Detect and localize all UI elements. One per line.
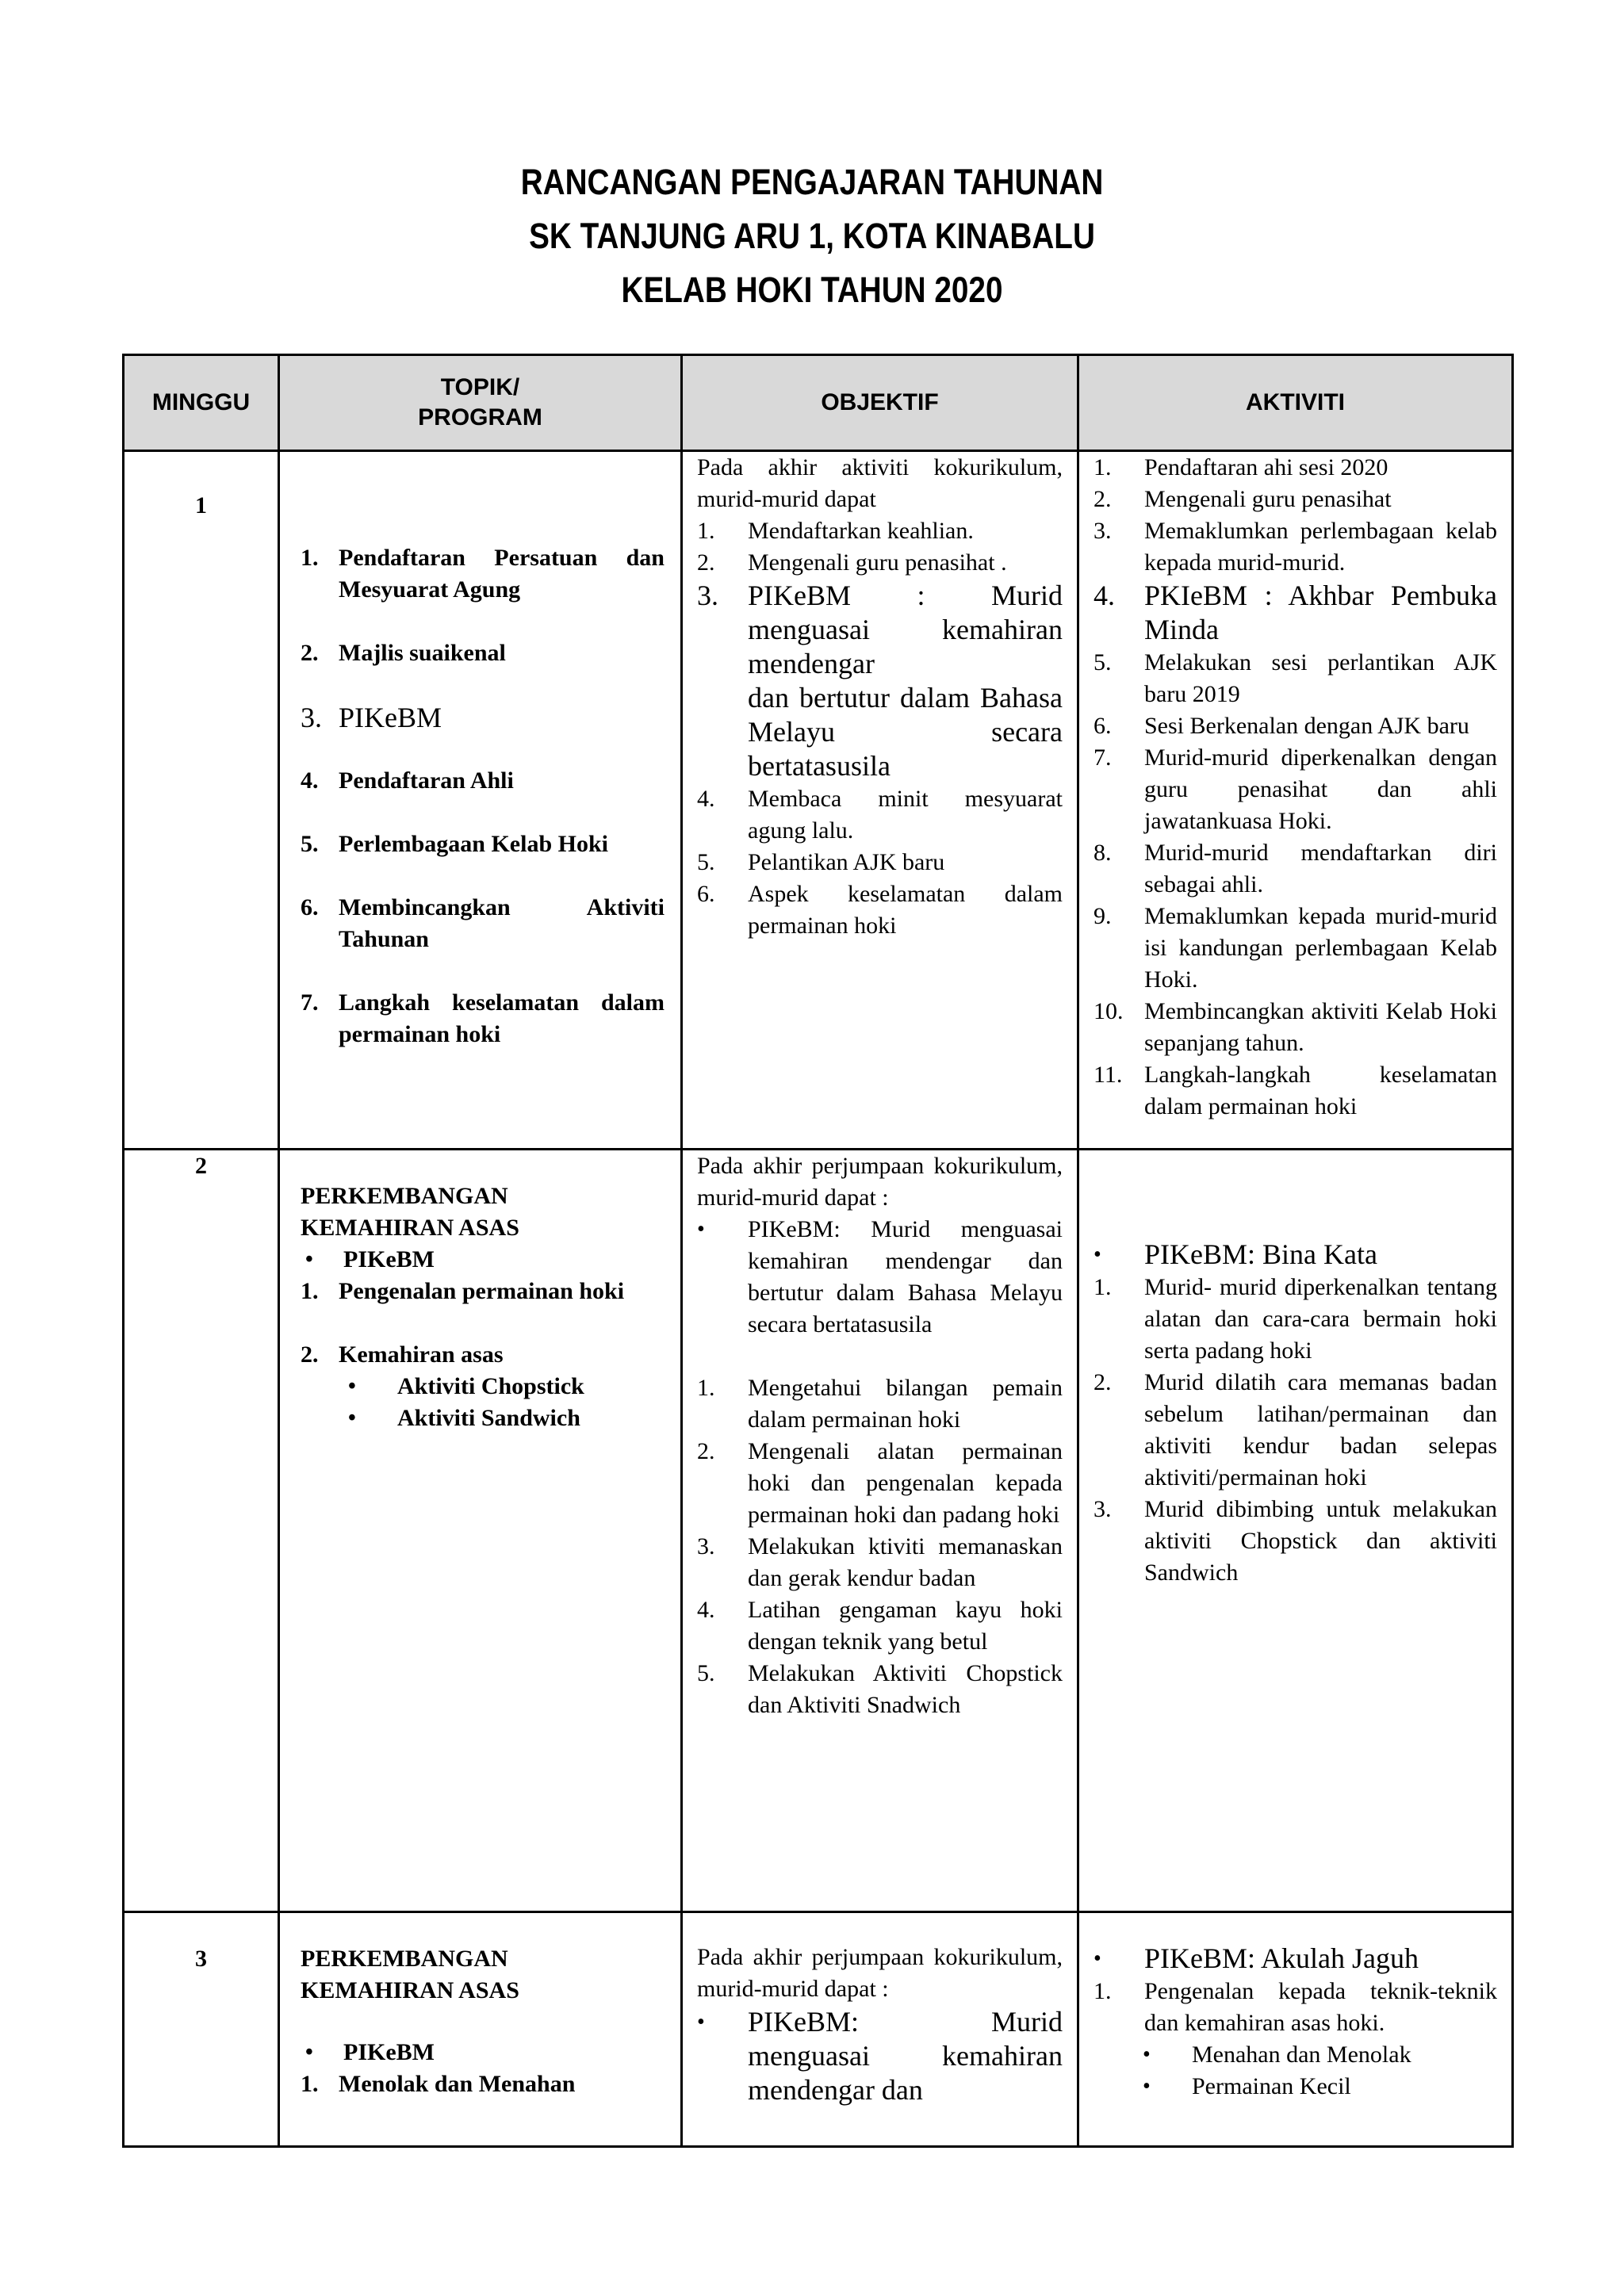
list-item bbox=[1094, 452, 1497, 484]
list-item bbox=[697, 579, 1063, 681]
table-header-row bbox=[124, 355, 1513, 451]
bullet: • bbox=[305, 1247, 313, 1272]
item-number: 6. bbox=[301, 894, 319, 920]
list-item bbox=[301, 1276, 665, 1307]
item-number: 1. bbox=[1094, 1274, 1112, 1300]
item-text: PIKeBM : Murid menguasai kemahiran mendengar bbox=[748, 580, 1063, 679]
topic-cell bbox=[279, 451, 682, 1150]
list-item bbox=[1094, 1494, 1497, 1589]
item-number: 7. bbox=[301, 989, 319, 1016]
item-text: PIKeBM: Murid menguasai kemahiran mendengar dan bbox=[748, 2006, 1063, 2106]
item-number: 1. bbox=[1094, 454, 1112, 480]
item-text: PIKeBM: Bina Kata bbox=[1144, 1238, 1377, 1270]
bullet: • bbox=[1094, 1946, 1101, 1971]
list-item bbox=[1094, 579, 1497, 647]
list-item bbox=[697, 1436, 1063, 1531]
list-item bbox=[697, 1372, 1063, 1436]
bullet: • bbox=[305, 2040, 313, 2064]
list-item bbox=[301, 542, 665, 606]
item-number: 1. bbox=[301, 545, 319, 571]
list-item bbox=[697, 1214, 1063, 1341]
item-text: Sesi Berkenalan dengan AJK baru bbox=[1144, 713, 1469, 739]
list-item bbox=[1094, 742, 1497, 837]
week-cell bbox=[124, 451, 279, 1150]
title-line-1: RANCANGAN PENGAJARAN TAHUNAN bbox=[520, 162, 1104, 202]
objective-intro: Pada akhir aktiviti kokurikulum, murid-murid dapat bbox=[697, 454, 1063, 512]
list-item bbox=[697, 783, 1063, 847]
item-text: Pendaftaran ahi sesi 2020 bbox=[1144, 454, 1388, 480]
week-number: 2 bbox=[195, 1153, 207, 1179]
item-text: Mengenali alatan permainan hoki dan pengenalan kepada permainan hoki dan padang hoki bbox=[748, 1438, 1063, 1528]
item-text: Murid- murid diperkenalkan tentang alatan dan cara-cara bermain hoki serta padang hoki bbox=[1144, 1274, 1497, 1364]
rpt-table bbox=[122, 354, 1514, 2148]
item-number: 5. bbox=[697, 849, 715, 875]
item-text: Langkah-langkah keselamatan dalam permainan hoki bbox=[1144, 1062, 1497, 1119]
item-number: 2. bbox=[1094, 1369, 1112, 1395]
list-item bbox=[1094, 901, 1497, 996]
title-line-3: KELAB HOKI TAHUN 2020 bbox=[621, 270, 1003, 310]
item-text: Aktiviti Sandwich bbox=[397, 1405, 580, 1431]
list-item bbox=[697, 547, 1063, 579]
item-number: 1. bbox=[301, 2071, 319, 2097]
list-item bbox=[1094, 1272, 1497, 1367]
list-item bbox=[1094, 837, 1497, 901]
item-text: Murid dibimbing untuk melakukan aktiviti Chopstick dan aktiviti Sandwich bbox=[1144, 1496, 1497, 1586]
item-text: Pendaftaran Persatuan dan Mesyuarat Agung bbox=[339, 545, 665, 603]
item-number: 2. bbox=[1094, 486, 1112, 512]
item-text: dan bertutur dalam Bahasa Melayu secara bertatasusila bbox=[748, 682, 1063, 782]
item-number bbox=[697, 681, 748, 783]
item-number: 4. bbox=[301, 767, 319, 794]
header-aktiviti: AKTIVITI bbox=[1078, 355, 1513, 451]
item-text: Majlis suaikenal bbox=[339, 640, 506, 666]
item-number: 1. bbox=[697, 518, 715, 544]
item-text: Kemahiran asas bbox=[339, 1341, 504, 1368]
list-item bbox=[697, 681, 1063, 783]
item-text: PIKeBM: Akulah Jaguh bbox=[1144, 1942, 1419, 1974]
list-item bbox=[697, 1658, 1063, 1721]
list-item bbox=[697, 2005, 1063, 2107]
item-text: Melakukan sesi perlantikan AJK baru 2019 bbox=[1144, 649, 1497, 707]
item-text: Menahan dan Menolak bbox=[1192, 2042, 1411, 2068]
week-cell bbox=[124, 1150, 279, 1912]
week-number: 1 bbox=[195, 492, 207, 519]
week-cell bbox=[124, 1912, 279, 2147]
objective-cell bbox=[682, 1150, 1078, 1912]
list-item bbox=[301, 1371, 665, 1402]
header-objektif: OBJEKTIF bbox=[682, 355, 1078, 451]
item-text: Latihan gengaman kayu hoki dengan teknik yang betul bbox=[748, 1597, 1063, 1655]
item-number: 5. bbox=[1094, 649, 1112, 675]
list-item bbox=[1094, 515, 1497, 579]
title-line-2: SK TANJUNG ARU 1, KOTA KINABALU bbox=[529, 216, 1095, 256]
list-item bbox=[1094, 710, 1497, 742]
list-item bbox=[1094, 2071, 1497, 2103]
objective-intro: Pada akhir perjumpaan kokurikulum, murid-murid dapat : bbox=[697, 1153, 1063, 1211]
item-number: 3. bbox=[1094, 1496, 1112, 1522]
topic-heading: PERKEMBANGAN KEMAHIRAN ASAS bbox=[301, 1946, 519, 2003]
list-item bbox=[301, 987, 665, 1050]
item-number: 9. bbox=[1094, 903, 1112, 929]
item-text: Aspek keselamatan dalam permainan hoki bbox=[748, 881, 1063, 939]
list-item bbox=[1094, 1238, 1497, 1272]
header-topik-line-1: TOPIK/ bbox=[440, 374, 520, 400]
objective-cell bbox=[682, 1912, 1078, 2147]
item-number: 4. bbox=[697, 786, 715, 812]
item-number: 3. bbox=[1094, 518, 1112, 544]
item-text: Perlembagaan Kelab Hoki bbox=[339, 831, 608, 857]
item-number: 10. bbox=[1094, 998, 1124, 1024]
item-text: Mengetahui bilangan pemain dalam permainan hoki bbox=[748, 1375, 1063, 1433]
list-item bbox=[301, 701, 665, 735]
item-text: Membincangkan Aktiviti Tahunan bbox=[339, 894, 665, 952]
list-item bbox=[1094, 1059, 1497, 1123]
item-text: Pendaftaran Ahli bbox=[339, 767, 514, 794]
header-topik bbox=[279, 355, 682, 451]
item-text: PKIeBM : Akhbar Pembuka Minda bbox=[1144, 580, 1497, 645]
item-number: 4. bbox=[1094, 580, 1115, 611]
week-number: 3 bbox=[195, 1946, 207, 1972]
item-number: 1. bbox=[697, 1375, 715, 1401]
item-number: 1. bbox=[301, 1278, 319, 1304]
item-number: 2. bbox=[301, 1341, 319, 1368]
list-item bbox=[1094, 484, 1497, 515]
list-item bbox=[697, 847, 1063, 878]
item-number: 8. bbox=[1094, 840, 1112, 866]
item-number: 5. bbox=[301, 831, 319, 857]
item-text: Murid dilatih cara memanas badan sebelum latihan/permainan dan aktiviti kendur badan selepas aktiviti/permainan hoki bbox=[1144, 1369, 1497, 1490]
list-item bbox=[1094, 2039, 1497, 2071]
topic-cell bbox=[279, 1912, 682, 2147]
item-number: 2. bbox=[697, 549, 715, 576]
table-row bbox=[124, 1912, 1513, 2147]
header-topik-line-2: PROGRAM bbox=[418, 404, 542, 430]
item-number: 3. bbox=[697, 1533, 715, 1559]
list-item bbox=[301, 1339, 665, 1371]
item-number: 3. bbox=[301, 702, 322, 733]
bullet: • bbox=[697, 2010, 705, 2034]
item-text: PIKeBM: Murid menguasai kemahiran mendengar dan bertutur dalam Bahasa Melayu secara bertatasusila bbox=[748, 1216, 1063, 1337]
item-text: Memaklumkan kepada murid-murid isi kandungan perlembagaan Kelab Hoki. bbox=[1144, 903, 1497, 993]
item-number: 7. bbox=[1094, 744, 1112, 771]
topic-cell bbox=[279, 1150, 682, 1912]
list-item bbox=[697, 878, 1063, 942]
item-number: 3. bbox=[697, 580, 718, 611]
bullet: • bbox=[697, 1217, 705, 1242]
item-number: 5. bbox=[697, 1660, 715, 1686]
item-number: 1. bbox=[1094, 1978, 1112, 2004]
bullet: • bbox=[1094, 1242, 1101, 1267]
table-row bbox=[124, 1150, 1513, 1912]
item-text: Mengenali guru penasihat . bbox=[748, 549, 1007, 576]
list-item bbox=[1094, 1976, 1497, 2039]
list-item bbox=[1094, 1942, 1497, 1976]
item-text: Murid-murid diperkenalkan dengan guru penasihat dan ahli jawatankuasa Hoki. bbox=[1144, 744, 1497, 834]
item-text: Melakukan Aktiviti Chopstick dan Aktiviti Snadwich bbox=[748, 1660, 1063, 1718]
bullet: • bbox=[348, 1374, 356, 1399]
list-item bbox=[1094, 996, 1497, 1059]
header-minggu: MINGGU bbox=[124, 355, 279, 451]
item-number: 11. bbox=[1094, 1062, 1123, 1088]
item-text: PIKeBM bbox=[343, 2039, 435, 2065]
item-text: Mendaftarkan keahlian. bbox=[748, 518, 974, 544]
bullet: • bbox=[348, 1406, 356, 1430]
objective-intro: Pada akhir perjumpaan kokurikulum, murid-murid dapat : bbox=[697, 1944, 1063, 2002]
item-text: PIKeBM bbox=[343, 1246, 435, 1272]
list-item bbox=[301, 765, 665, 797]
list-item bbox=[301, 2037, 665, 2068]
list-item bbox=[697, 515, 1063, 547]
document-title bbox=[113, 155, 1510, 317]
topic-heading: PERKEMBANGAN KEMAHIRAN ASAS bbox=[301, 1183, 519, 1241]
item-text: Permainan Kecil bbox=[1192, 2073, 1351, 2099]
table-row bbox=[124, 451, 1513, 1150]
list-item bbox=[301, 1402, 665, 1434]
item-text: Membincangkan aktiviti Kelab Hoki sepanjang tahun. bbox=[1144, 998, 1497, 1056]
item-text: Langkah keselamatan dalam permainan hoki bbox=[339, 989, 665, 1047]
activity-cell bbox=[1078, 451, 1513, 1150]
list-item bbox=[697, 1594, 1063, 1658]
list-item bbox=[1094, 1367, 1497, 1494]
item-text: Pelantikan AJK baru bbox=[748, 849, 945, 875]
item-text: Membaca minit mesyuarat agung lalu. bbox=[748, 786, 1063, 844]
activity-cell bbox=[1078, 1912, 1513, 2147]
item-text: Mengenali guru penasihat bbox=[1144, 486, 1392, 512]
list-item bbox=[1094, 647, 1497, 710]
item-number: 4. bbox=[697, 1597, 715, 1623]
item-text: PIKeBM bbox=[339, 702, 442, 733]
item-number: 6. bbox=[697, 881, 715, 907]
item-text: Menolak dan Menahan bbox=[339, 2071, 576, 2097]
item-number: 6. bbox=[1094, 713, 1112, 739]
item-text: Memaklumkan perlembagaan kelab kepada murid-murid. bbox=[1144, 518, 1497, 576]
bullet: • bbox=[1143, 2042, 1151, 2067]
item-text: Melakukan ktiviti memanaskan dan gerak kendur badan bbox=[748, 1533, 1063, 1591]
item-text: Aktiviti Chopstick bbox=[397, 1373, 584, 1399]
list-item bbox=[301, 2068, 665, 2100]
objective-cell bbox=[682, 451, 1078, 1150]
item-text: Pengenalan permainan hoki bbox=[339, 1278, 625, 1304]
list-item bbox=[301, 892, 665, 955]
item-number: 2. bbox=[301, 640, 319, 666]
item-text: Pengenalan kepada teknik-teknik dan kemahiran asas hoki. bbox=[1144, 1978, 1497, 2036]
activity-cell bbox=[1078, 1150, 1513, 1912]
item-number: 2. bbox=[697, 1438, 715, 1464]
list-item bbox=[301, 1244, 665, 1276]
list-item bbox=[301, 637, 665, 669]
item-text: Murid-murid mendaftarkan diri sebagai ahli. bbox=[1144, 840, 1497, 897]
list-item bbox=[301, 828, 665, 860]
bullet: • bbox=[1143, 2074, 1151, 2099]
list-item bbox=[697, 1531, 1063, 1594]
